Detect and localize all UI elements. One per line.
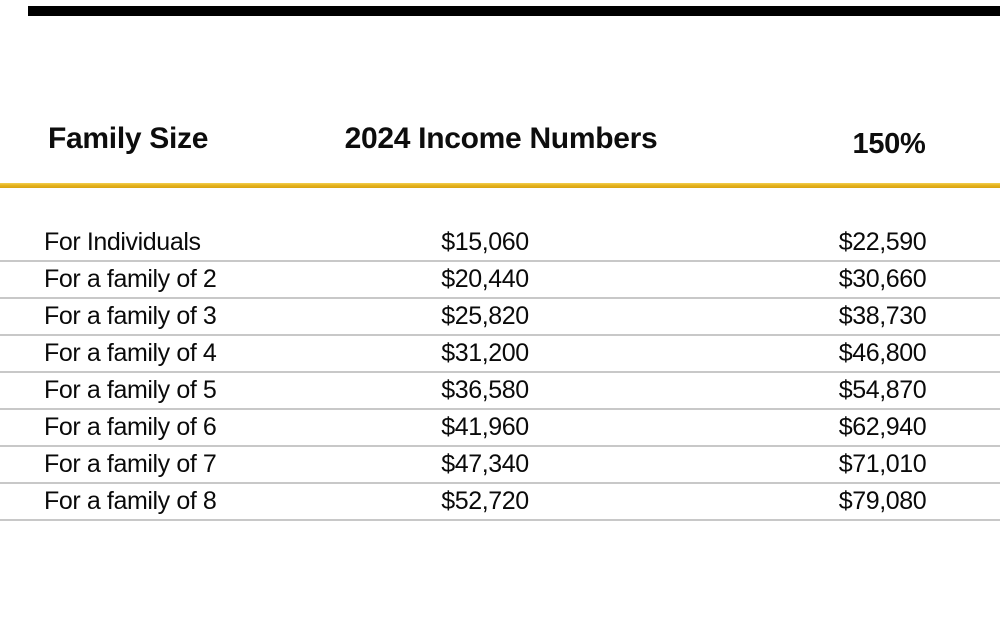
pct-150-cell: $71,010 (838, 450, 927, 478)
top-banner-strip (28, 6, 1000, 16)
income-table (0, 189, 1000, 521)
income-2024-cell: $15,060 (441, 228, 529, 256)
family-size-cell: For a family of 8 (44, 487, 217, 515)
family-size-cell: For a family of 5 (44, 376, 217, 404)
table-row (0, 336, 1000, 373)
family-size-cell: For Individuals (44, 228, 201, 256)
family-size-cell: For a family of 2 (44, 265, 217, 293)
pct-150-cell: $54,870 (838, 376, 927, 404)
table-row (0, 189, 1000, 262)
family-size-cell: For a family of 7 (44, 450, 217, 478)
table-row (0, 447, 1000, 484)
pct-150-cell: $38,730 (838, 302, 927, 330)
income-2024-cell: $25,820 (441, 302, 529, 330)
pct-150-cell: $79,080 (838, 487, 927, 515)
pct-150-cell: $62,940 (838, 413, 927, 441)
header-150-percent: 150% (852, 128, 926, 160)
income-2024-cell: $47,340 (441, 450, 529, 478)
table-row (0, 262, 1000, 299)
table-row (0, 373, 1000, 410)
gold-divider-rule (0, 183, 1000, 188)
income-2024-cell: $41,960 (441, 413, 529, 441)
pct-150-cell: $30,660 (838, 265, 927, 293)
pct-150-cell: $46,800 (838, 339, 927, 367)
family-size-cell: For a family of 4 (44, 339, 217, 367)
income-2024-cell: $52,720 (441, 487, 529, 515)
family-size-cell: For a family of 6 (44, 413, 217, 441)
income-2024-cell: $36,580 (441, 376, 529, 404)
income-2024-cell: $31,200 (441, 339, 529, 367)
pct-150-cell: $22,590 (838, 228, 927, 256)
table-row (0, 484, 1000, 521)
header-family-size: Family Size (48, 122, 209, 155)
table-row (0, 299, 1000, 336)
family-size-cell: For a family of 3 (44, 302, 217, 330)
table-row (0, 410, 1000, 447)
header-2024-income-numbers: 2024 Income Numbers (344, 122, 658, 155)
income-2024-cell: $20,440 (441, 265, 529, 293)
